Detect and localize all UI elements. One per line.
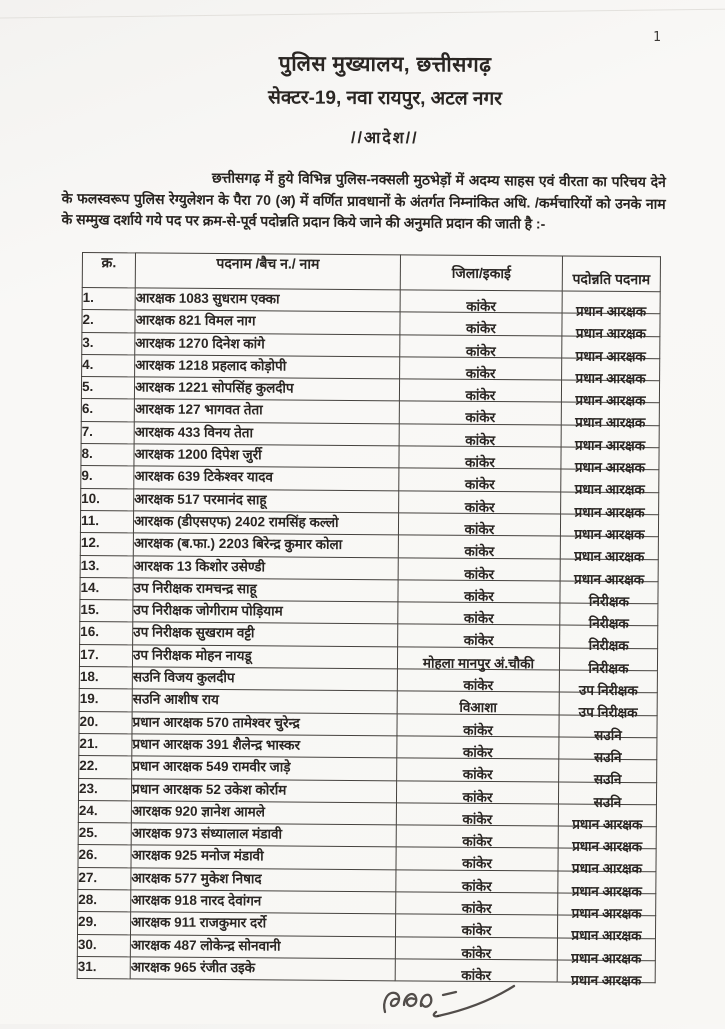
cell-designation-name: आरक्षक 925 मनोज मंडावी — [131, 845, 396, 869]
cell-designation-name: आरक्षक 1083 सुधराम एक्का — [135, 288, 400, 312]
cell-promotion: प्रधान आरक्षक — [557, 960, 655, 983]
cell-district: कांकेर — [400, 312, 562, 335]
cell-serial: 4. — [82, 354, 135, 377]
column-header-district-unit: जिला/इकाई — [400, 255, 562, 291]
cell-district: कांकेर — [396, 825, 558, 848]
cell-district: कांकेर — [400, 357, 562, 380]
cell-serial: 28. — [78, 890, 131, 913]
cell-designation-name: आरक्षक 433 विनय तेता — [134, 422, 399, 446]
cell-promotion: सउनि — [559, 759, 657, 782]
cell-designation-name: आरक्षक (डीएसएफ) 2402 रामसिंह कल्लो — [133, 511, 398, 535]
document-header — [60, 48, 711, 149]
cell-district: कांकेर — [398, 602, 560, 625]
order-heading: //आदेश// — [350, 129, 419, 148]
cell-district: मोहला मानपुर अं.चौकी — [397, 647, 559, 670]
cell-district: कांकेर — [397, 736, 559, 759]
cell-serial: 7. — [81, 421, 134, 444]
promotion-table — [77, 252, 661, 989]
cell-serial: 2. — [82, 310, 135, 333]
cell-promotion: प्रधान आरक्षक — [562, 336, 660, 359]
cell-promotion: प्रधान आरक्षक — [558, 804, 656, 827]
cell-district: कांकेर — [399, 491, 561, 514]
cell-promotion: उप निरीक्षक — [559, 692, 657, 715]
cell-district: कांकेर — [396, 847, 558, 870]
cell-district: कांकेर — [400, 290, 562, 313]
cell-promotion: प्रधान आरक्षक — [558, 893, 656, 916]
cell-district: कांकेर — [398, 535, 560, 558]
cell-serial: 13. — [80, 555, 133, 578]
cell-district: कांकेर — [399, 424, 561, 447]
cell-designation-name: आरक्षक 911 राजकुमार दर्रो — [130, 912, 395, 936]
cell-district: कांकेर — [398, 580, 560, 603]
cell-designation-name: सउनि आशीष राय — [132, 689, 397, 713]
header-row — [82, 253, 660, 292]
cell-promotion: प्रधान आरक्षक — [558, 848, 656, 871]
cell-promotion: प्रधान आरक्षक — [561, 403, 659, 426]
cell-district: विआशा — [397, 691, 559, 714]
cell-district: कांकेर — [396, 803, 558, 826]
cell-serial: 10. — [81, 488, 134, 511]
promotion-table-head — [82, 253, 660, 292]
cell-serial: 5. — [81, 377, 134, 400]
page-number: 1 — [653, 30, 661, 45]
cell-promotion: प्रधान आरक्षक — [560, 514, 658, 537]
cell-serial: 27. — [78, 867, 131, 890]
cell-designation-name: आरक्षक 965 रंजीत उइके — [130, 957, 395, 981]
cell-serial: 30. — [77, 934, 130, 957]
handwritten-signature — [358, 974, 558, 1024]
cell-designation-name: प्रधान आरक्षक 52 उकेश कोर्राम — [131, 778, 396, 802]
cell-promotion: सउनि — [559, 737, 657, 760]
cell-serial: 14. — [80, 577, 133, 600]
cell-serial: 24. — [78, 800, 131, 823]
cell-district: कांकेर — [398, 557, 560, 580]
cell-promotion: सउनि — [558, 782, 656, 805]
order-paragraph: छत्तीसगढ़ में हुये विभिन्न पुलिस-नक्सली मुठभेड़ों में अदम्य साहस एवं वीरता का परिचय देने के फलस्वरूप पुलिस रेग्युलेशन के पैरा 70 (अ) में वर्णित प्रावधानों के अंतर्गत निम्नांकित अधि. /कर्मचारियों को उनके नाम के सम्मुख दर्शाये गये पद पर क्रम-से-पूर्व पदोन्नति प्रदान किये जाने की अनुमति प्रदान की जाती है :- — [61, 169, 666, 232]
cell-serial: 23. — [78, 778, 131, 801]
cell-serial: 16. — [80, 622, 133, 645]
cell-promotion: प्रधान आरक्षक — [561, 469, 659, 492]
column-header-designation-name: पदनाम /बैच न./ नाम — [135, 253, 400, 290]
cell-promotion: प्रधान आरक्षक — [562, 313, 660, 336]
cell-designation-name: आरक्षक 517 परमानंद साहू — [134, 489, 399, 513]
cell-serial: 11. — [80, 510, 133, 533]
cell-designation-name: आरक्षक 920 ज्ञानेश आमले — [131, 801, 396, 825]
cell-designation-name: आरक्षक 1218 प्रहलाद कोड़ोपी — [135, 355, 400, 379]
cell-promotion: प्रधान आरक्षक — [560, 536, 658, 559]
cell-district: कांकेर — [399, 446, 561, 469]
cell-serial: 29. — [77, 912, 130, 935]
cell-promotion: निरीक्षक — [560, 581, 658, 604]
column-header-promotion-designation: पदोन्नति पदनाम — [562, 256, 660, 292]
cell-serial: 22. — [79, 756, 132, 779]
cell-promotion: निरीक्षक — [560, 603, 658, 626]
cell-designation-name: आरक्षक 1270 दिनेश कांगे — [135, 332, 400, 356]
cell-promotion: प्रधान आरक्षक — [561, 425, 659, 448]
cell-district: कांकेर — [398, 513, 560, 536]
cell-district: कांकेर — [398, 624, 560, 647]
cell-district: कांकेर — [400, 334, 562, 357]
cell-designation-name: आरक्षक 1200 दिपेश जुर्री — [134, 444, 399, 468]
cell-serial: 25. — [78, 823, 131, 846]
cell-designation-name: उप निरीक्षक सुखराम वट्टी — [133, 622, 398, 646]
cell-district: कांकेर — [395, 936, 557, 959]
cell-serial: 17. — [79, 644, 132, 667]
cell-district: कांकेर — [399, 401, 561, 424]
cell-district: कांकेर — [396, 780, 558, 803]
cell-designation-name: आरक्षक 127 भागवत तेता — [134, 399, 399, 423]
cell-promotion: निरीक्षक — [560, 625, 658, 648]
cell-promotion: प्रधान आरक्षक — [557, 915, 655, 938]
cell-district: कांकेर — [397, 713, 559, 736]
cell-district: कांकेर — [397, 758, 559, 781]
cell-serial: 9. — [81, 466, 134, 489]
cell-designation-name: आरक्षक 973 संध्यालाल मंडावी — [131, 823, 396, 847]
doc-title-line1: पुलिस मुख्यालय, छत्तीसगढ़ — [278, 52, 492, 77]
cell-district: कांकेर — [399, 379, 561, 402]
cell-serial: 21. — [79, 733, 132, 756]
cell-district: कांकेर — [397, 669, 559, 692]
signature-scribble-icon — [358, 974, 558, 1024]
cell-district: कांकेर — [396, 892, 558, 915]
cell-designation-name: आरक्षक 13 किशोर उसेण्डी — [133, 555, 398, 579]
cell-promotion: प्रधान आरक्षक — [562, 291, 660, 314]
cell-designation-name: आरक्षक 639 टिकेश्वर यादव — [134, 466, 399, 490]
cell-serial: 12. — [80, 533, 133, 556]
promotion-table-body — [77, 288, 660, 989]
cell-promotion: प्रधान आरक्षक — [561, 447, 659, 470]
cell-district: कांकेर — [395, 914, 557, 937]
cell-serial: 19. — [79, 689, 132, 712]
cell-designation-name: प्रधान आरक्षक 570 तामेश्वर चुरेन्द्र — [132, 712, 397, 736]
cell-serial: 3. — [82, 332, 135, 355]
cell-designation-name: आरक्षक 918 नारद देवांगन — [131, 890, 396, 914]
cell-promotion: निरीक्षक — [559, 648, 657, 671]
cell-designation-name: उप निरीक्षक जोगीराम पोड़ियाम — [133, 600, 398, 624]
cell-promotion: प्रधान आरक्षक — [560, 559, 658, 582]
cell-district: कांकेर — [399, 468, 561, 491]
cell-designation-name: प्रधान आरक्षक 391 शैलेन्द्र भास्कर — [132, 734, 397, 758]
cell-designation-name: आरक्षक 821 विमल नाग — [135, 310, 400, 334]
cell-serial: 31. — [77, 956, 130, 979]
column-header-serial: क्र. — [82, 253, 135, 288]
cell-serial: 8. — [81, 444, 134, 467]
cell-promotion: उप निरीक्षक — [559, 670, 657, 693]
cell-serial: 20. — [79, 711, 132, 734]
cell-serial: 18. — [79, 667, 132, 690]
cell-promotion: प्रधान आरक्षक — [558, 826, 656, 849]
cell-promotion: प्रधान आरक्षक — [558, 871, 656, 894]
cell-designation-name: आरक्षक 487 लोकेन्द्र सोनवानी — [130, 934, 395, 958]
scan-edge-artifact — [0, 8, 725, 18]
cell-designation-name: प्रधान आरक्षक 549 रामवीर जाड़े — [132, 756, 397, 780]
cell-serial: 15. — [80, 600, 133, 623]
cell-designation-name: आरक्षक (ब.फा.) 2203 बिरेन्द्र कुमार कोला — [133, 533, 398, 557]
cell-designation-name: उप निरीक्षक रामचन्द्र साहू — [133, 578, 398, 602]
cell-designation-name: आरक्षक 1221 सोपसिंह कुलदीप — [134, 377, 399, 401]
cell-promotion: प्रधान आरक्षक — [561, 492, 659, 515]
cell-designation-name: उप निरीक्षक मोहन नायडू — [132, 645, 397, 669]
cell-district: कांकेर — [396, 870, 558, 893]
cell-serial: 6. — [81, 399, 134, 422]
cell-designation-name: सउनि विजय कुलदीप — [132, 667, 397, 691]
cell-serial: 1. — [82, 288, 135, 311]
doc-title-line2: सेक्टर-19, नवा रायपुर, अटल नगर — [267, 87, 503, 110]
cell-promotion: प्रधान आरक्षक — [562, 358, 660, 381]
cell-designation-name: आरक्षक 577 मुकेश निषाद — [131, 868, 396, 892]
cell-serial: 26. — [78, 845, 131, 868]
cell-promotion: प्रधान आरक्षक — [557, 938, 655, 961]
cell-district: कांकेर — [395, 959, 557, 982]
cell-promotion: सउनि — [559, 715, 657, 738]
cell-promotion: प्रधान आरक्षक — [561, 380, 659, 403]
